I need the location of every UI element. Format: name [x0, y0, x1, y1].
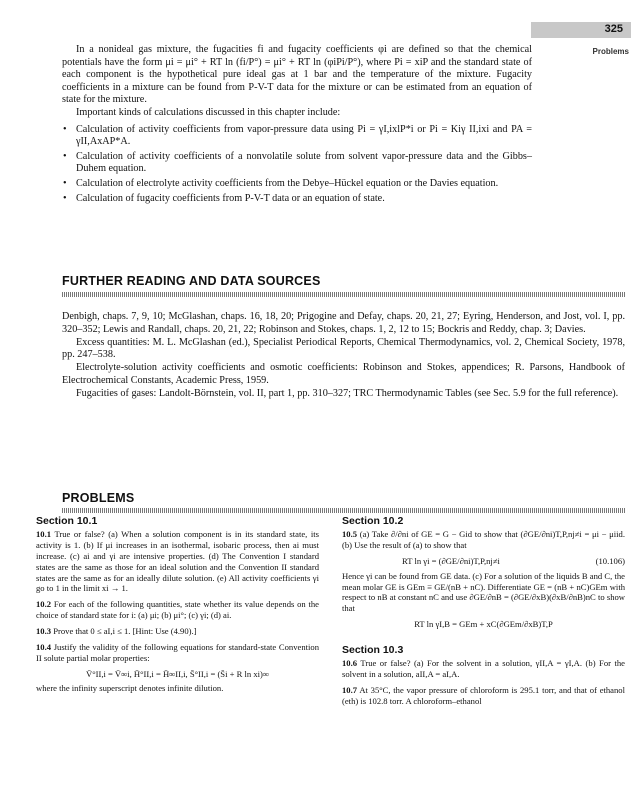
intro-section	[62, 44, 532, 207]
list-item: • Calculation of electrolyte activity coefficients from the Debye–Hückel equation or the Davies equation.	[62, 178, 532, 191]
problems-left-column	[36, 516, 319, 699]
problem-number: 10.7	[342, 684, 358, 695]
equation: V̄°II,i = V̄∞i, H̄°II,i = H̄∞II,i, S̄°II,i = (S̄i + R ln xi)∞	[85, 668, 270, 679]
problem-text: Prove that 0 ≤ aI,i ≤ 1. [Hint: Use (4.90).]	[53, 626, 197, 637]
problem-number: 10.2	[36, 599, 52, 610]
problem-text-continued: Hence γi can be found from GE data. (c) For a solution of the liquids B and C, the mean molar GE is GEm ≡ GE/(nB + nC). Differentiate GE = (nB + nC)GEm with respect to nB at constant nC and use ∂GE/∂nB = (∂GE/∂xB)(∂xB/∂nB)nC to show that	[342, 570, 625, 614]
problem-text-continued: where the infinity superscript denotes infinite dilution.	[36, 682, 224, 693]
section-title: Section 10.2	[342, 515, 404, 527]
problem-text: For each of the following quantities, state whether its value depends on the choice of standard state for i: (a) μi; (b) μi°; (c) γi; (d) ai.	[36, 599, 319, 621]
list-item: • Calculation of activity coefficients of a nonvolatile solute from solvent vapor-pressure data and the Gibbs–Duhem equation.	[62, 151, 532, 176]
problem	[342, 658, 625, 680]
list-item: • Calculation of activity coefficients from vapor-pressure data using Pi = γI,ixlP*i or Pi = Kiγ II,ixi and PA = γII,AxAP*A.	[62, 124, 532, 149]
equation: RT ln γi = (∂GE/∂ni)T,P,nj≠i	[402, 555, 500, 566]
problem-text: (a) Take ∂/∂ni of GE = G − Gid to show that (∂GE/∂ni)T,P,nj≠i = μi − μiid. (b) Use the result of (a) to show that	[342, 528, 625, 550]
calculation-list	[62, 124, 532, 206]
problem-number: 10.1	[36, 528, 52, 539]
heading-rule	[62, 508, 625, 513]
intro-paragraph-1: In a nonideal gas mixture, the fugacities fi and fugacity coefficients φi are defined so that the chemical potentials have the form μi = μi° + RT ln (fi/P°) = μi° + RT ln (φiPi/P°), where Pi = xiP and the standard state of each component is the hypothetical pure ideal gas at 1 bar and the temperature of the mixture. Fugacity coefficients in a mixture can be found from P-V-T data for the mixture or can be estimated from an equation of state for the mixture.	[62, 44, 532, 106]
problems-right-column	[342, 516, 625, 712]
intro-paragraph-2: Important kinds of calculations discussed in this chapter include:	[76, 106, 341, 118]
equation: RT ln γI,B = GEm + xC(∂GEm/∂xB)T,P	[414, 619, 553, 630]
reading-paragraph-3: Electrolyte-solution activity coefficients and osmotic coefficients: Robinson and Stokes, appendices; R. Parsons, Handbook of Electrochemical Constants, Academic Press, 1959.	[62, 362, 625, 386]
reading-paragraph-1: Denbigh, chaps. 7, 9, 10; McGlashan, chaps. 16, 18, 20; Prigogine and Defay, chaps. 20, 21, 27; Eyring, Henderson, and Jost, vol. I, pp. 320–352; Lewis and Randall, chaps. 20, 21, 22; Robinson and Stokes, chaps. 1, 2, 12 to 15; Bockris and Reddy, chap. 3; Davies.	[62, 311, 625, 335]
equation-number: (10.106)	[595, 555, 625, 566]
problem	[36, 529, 319, 594]
further-reading-section	[62, 311, 625, 401]
running-head: Problems	[592, 47, 629, 56]
problem	[36, 599, 319, 621]
problem-text: True or false? (a) For the solvent in a solution, γII,A = γI,A. (b) For the solvent in a solution, aII,A = aI,A.	[342, 658, 625, 679]
problem-text: True or false? (a) When a solution component is in its standard state, its activity is 1. (b) If μi increases in an isothermal, isobaric process, then ai must increase. (c) ai and γi are intensive properties. (d) The Convention I standard states are the same as those for an ideal solution and the Convention II standard states are the same as for an ideally dilute solution. (e) All activity coefficients γi go to 1 in the limit xi → 1.	[36, 528, 319, 594]
reading-paragraph-4: Fugacities of gases: Landolt-Börnstein, vol. II, part 1, pp. 310–327; TRC Thermodynamic Tables (see Sec. 5.9 for the full reference).	[76, 387, 619, 399]
reading-paragraph-2: Excess quantities: M. L. McGlashan (ed.), Specialist Periodical Reports, Chemical Thermodynamics, vol. 2, Chemical Society, 1978, pp. 247–538.	[62, 336, 625, 361]
page-number: 325	[604, 23, 623, 35]
problem-number: 10.3	[36, 626, 52, 637]
heading-rule	[62, 292, 625, 297]
problem-number: 10.5	[342, 528, 358, 539]
further-reading-heading: FURTHER READING AND DATA SOURCES	[62, 274, 321, 288]
list-item: • Calculation of fugacity coefficients from P-V-T data or an equation of state.	[62, 193, 532, 206]
problem	[342, 529, 625, 551]
problem-text: At 35°C, the vapor pressure of chloroform is 295.1 torr, and that of ethanol (eth) is 102.8 torr. A chloroform–ethanol	[342, 684, 625, 706]
problem-text: Justify the validity of the following equations for standard-state Convention II solute partial molar properties:	[36, 642, 319, 663]
section-title: Section 10.1	[36, 515, 98, 527]
problem-number: 10.6	[342, 658, 358, 669]
page-number-box	[531, 22, 631, 38]
problem	[342, 685, 625, 707]
problem	[36, 626, 319, 637]
problem-number: 10.4	[36, 642, 52, 653]
numbered-equation	[402, 556, 625, 567]
problem	[36, 642, 319, 664]
problems-heading: PROBLEMS	[62, 491, 135, 505]
section-title: Section 10.3	[342, 644, 404, 657]
